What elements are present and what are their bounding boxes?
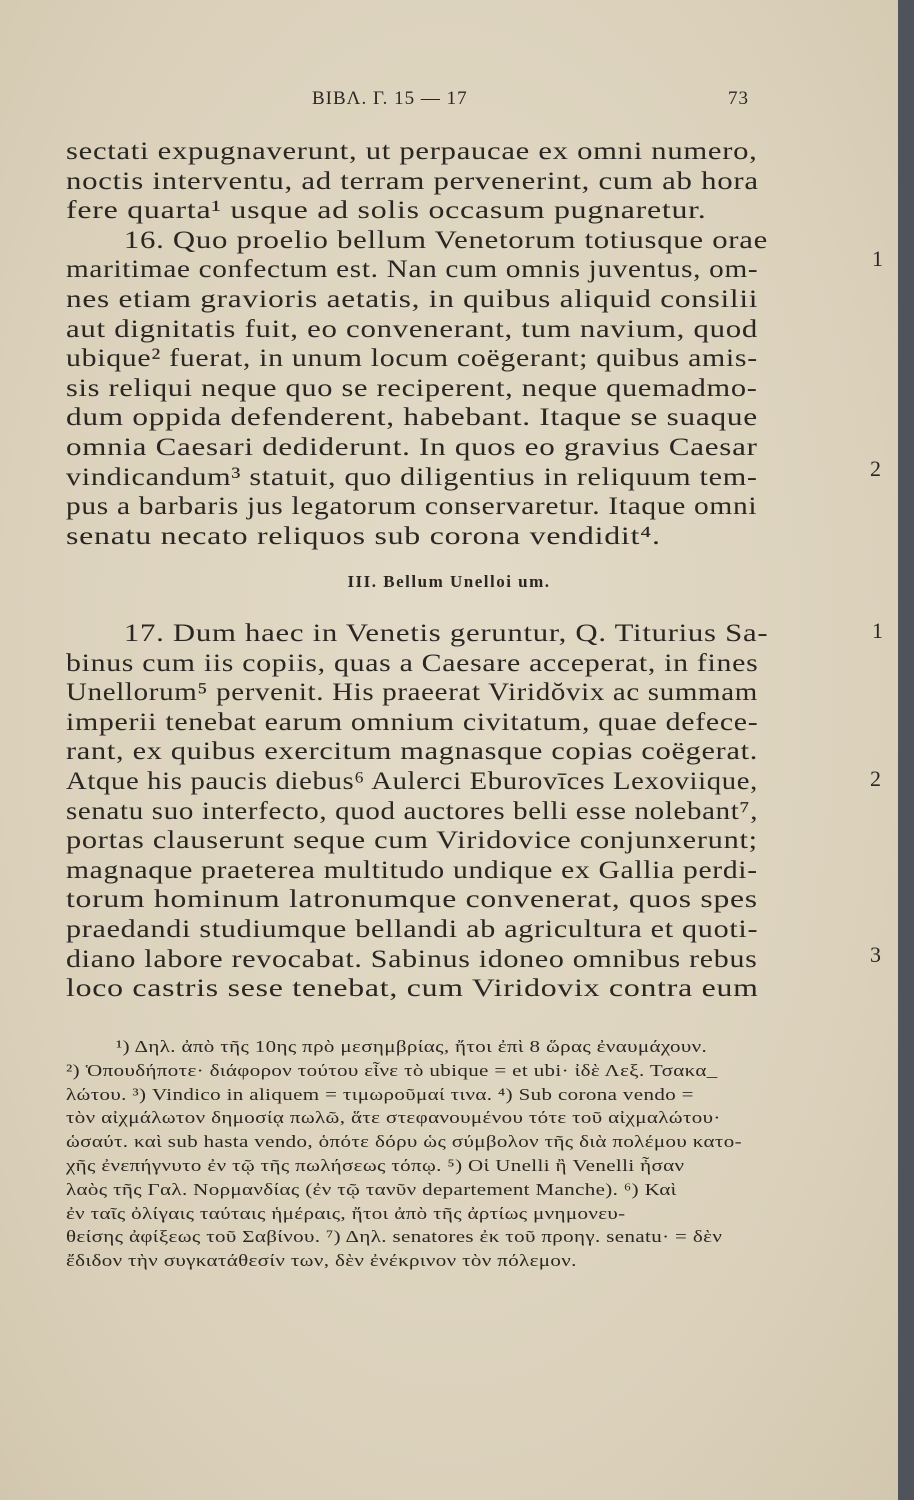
footnote-line: ἐν ταῖς ὀλίγαις ταύταις ἡμέραις, ἤτοι ἀπὸ τῆς ἀρτίως μνημονευ- <box>66 1203 626 1223</box>
footnotes <box>66 1035 766 1273</box>
text-line: rant, ex quibus exercitum magnasque copias coëgerat. <box>66 736 759 766</box>
footnote-line: χῆς ἐνεπήγνυτο ἐν τῷ τῆς πωλήσεως τόπῳ. ⁵) Οἱ Unelli ἢ Venelli ἦσαν <box>66 1155 685 1175</box>
footnote-line: ²) Ὁπουδήποτε· διάφορον τούτου εἶνε τὸ ubique = et ubi· ἰδὲ Λεξ. Τσακα_ <box>66 1060 718 1080</box>
footnote-line: ἔδιδον τὴν συγκατάθεσίν των, δὲν ἐνέκρινον τὸν πόλεμον. <box>66 1251 577 1271</box>
latin-text-bottom <box>66 618 769 1003</box>
section-title: III. Bellum Unelloi um. <box>347 572 551 591</box>
margin-number: 2 <box>870 456 881 481</box>
text-line: fere quarta¹ usque ad solis occasum pugnaretur. <box>66 195 707 225</box>
text-line: diano labore revocabat. Sabinus idoneo omnibus rebus <box>66 943 758 973</box>
text-line: torum hominum latronumque convenerat, quos spes <box>66 884 758 914</box>
text-line: sectati expugnaverunt, ut perpaucae ex omni numero, <box>66 136 758 165</box>
text-line: aut dignitatis fuit, eo convenerant, tum navium, quod <box>66 313 759 343</box>
text-line: ubique² fuerat, in unum locum coëgerant; quibus amis- <box>66 343 758 373</box>
page-number: 73 <box>728 88 749 109</box>
text-line: omnia Caesari dediderunt. In quos eo gravius Caesar <box>66 431 758 461</box>
header-title: ΒΙΒΛ. Γ. 15 — 17 <box>312 88 468 109</box>
text-line: binus cum iis copiis, quas a Caesare acceperat, in fines <box>66 647 759 677</box>
text-line: senatu necato reliquos sub corona vendidit⁴. <box>66 520 661 550</box>
text-line: Atque his paucis diebus⁶ Aulerci Eburovīces Lexoviique, <box>66 765 759 795</box>
footnote-line: θείσης ἀφίξεως τοῦ Σαβίνου. ⁷) Δηλ. senatores ἐκ τοῦ προηγ. senatu· = δὲν <box>66 1227 723 1247</box>
running-header <box>0 88 898 118</box>
text-line: imperii tenebat earum omnium civitatum, quae defece- <box>66 706 759 736</box>
footnote-line: λώτου. ³) Vindico in aliquem = τιμωροῦμαί τινα. ⁴) Sub corona vendo = <box>66 1084 694 1104</box>
text-line: maritimae confectum est. Nan cum omnis juventus, om- <box>66 254 759 284</box>
text-line: 17. Dum haec in Venetis geruntur, Q. Titurius Sa- <box>123 618 769 647</box>
text-line: pus a barbaris jus legatorum conservaretur. Itaque omni <box>66 491 758 521</box>
margin-number: 3 <box>870 942 881 967</box>
margin-number: 2 <box>870 766 881 791</box>
text-line: nes etiam gravioris aetatis, in quibus aliquid consilii <box>66 283 759 313</box>
text-line: 16. Quo proelio bellum Venetorum totiusque orae <box>123 224 769 254</box>
text-line: noctis interventu, ad terram pervenerint, cum ab hora <box>66 165 759 195</box>
text-line: vindicandum³ statuit, quo diligentius in reliquum tem- <box>66 461 758 491</box>
text-line: sis reliqui neque quo se reciperent, neque quemadmo- <box>66 372 758 402</box>
margin-number: 1 <box>872 246 883 271</box>
margin-number: 1 <box>872 618 883 643</box>
footnote-line: ὡσαύτ. καὶ sub hasta vendo, ὁπότε δόρυ ὡς σύμβολον τῆς διὰ πολέμου κατο- <box>66 1132 742 1152</box>
text-line: senatu suo interfecto, quod auctores belli esse nolebant⁷, <box>66 795 759 825</box>
text-line: portas clauserunt seque cum Viridovice conjunxerunt; <box>66 825 758 855</box>
footnote-line: λαὸς τῆς Γαλ. Νορμανδίας (ἐν τῷ τανῦν departement Manche). ⁶) Καὶ <box>66 1179 677 1199</box>
text-line: praedandi studiumque bellandi ab agricultura et quoti- <box>66 913 759 943</box>
scan-edge <box>898 0 914 1500</box>
footnote-line: ¹) Δηλ. ἀπὸ τῆς 10ης πρὸ μεσημβρίας, ἤτοι ἐπὶ 8 ὥρας ἐναυμάχουν. <box>116 1037 708 1056</box>
text-line: dum oppida defenderent, habebant. Itaque se suaque <box>66 402 758 432</box>
text-line: magnaque praeterea multitudo undique ex Gallia perdi- <box>66 854 758 884</box>
footnote-line: τὸν αἰχμάλωτον δημοσίᾳ πωλῶ, ἅτε στεφανουμένου τότε τοῦ αἰχμαλώτου· <box>66 1108 721 1128</box>
latin-text-top <box>66 136 769 550</box>
text-line: Unellorum⁵ pervenit. His praeerat Viridŏvix ac summam <box>66 677 758 707</box>
text-line: loco castris sese tenebat, cum Viridovix contra eum <box>66 973 759 1003</box>
